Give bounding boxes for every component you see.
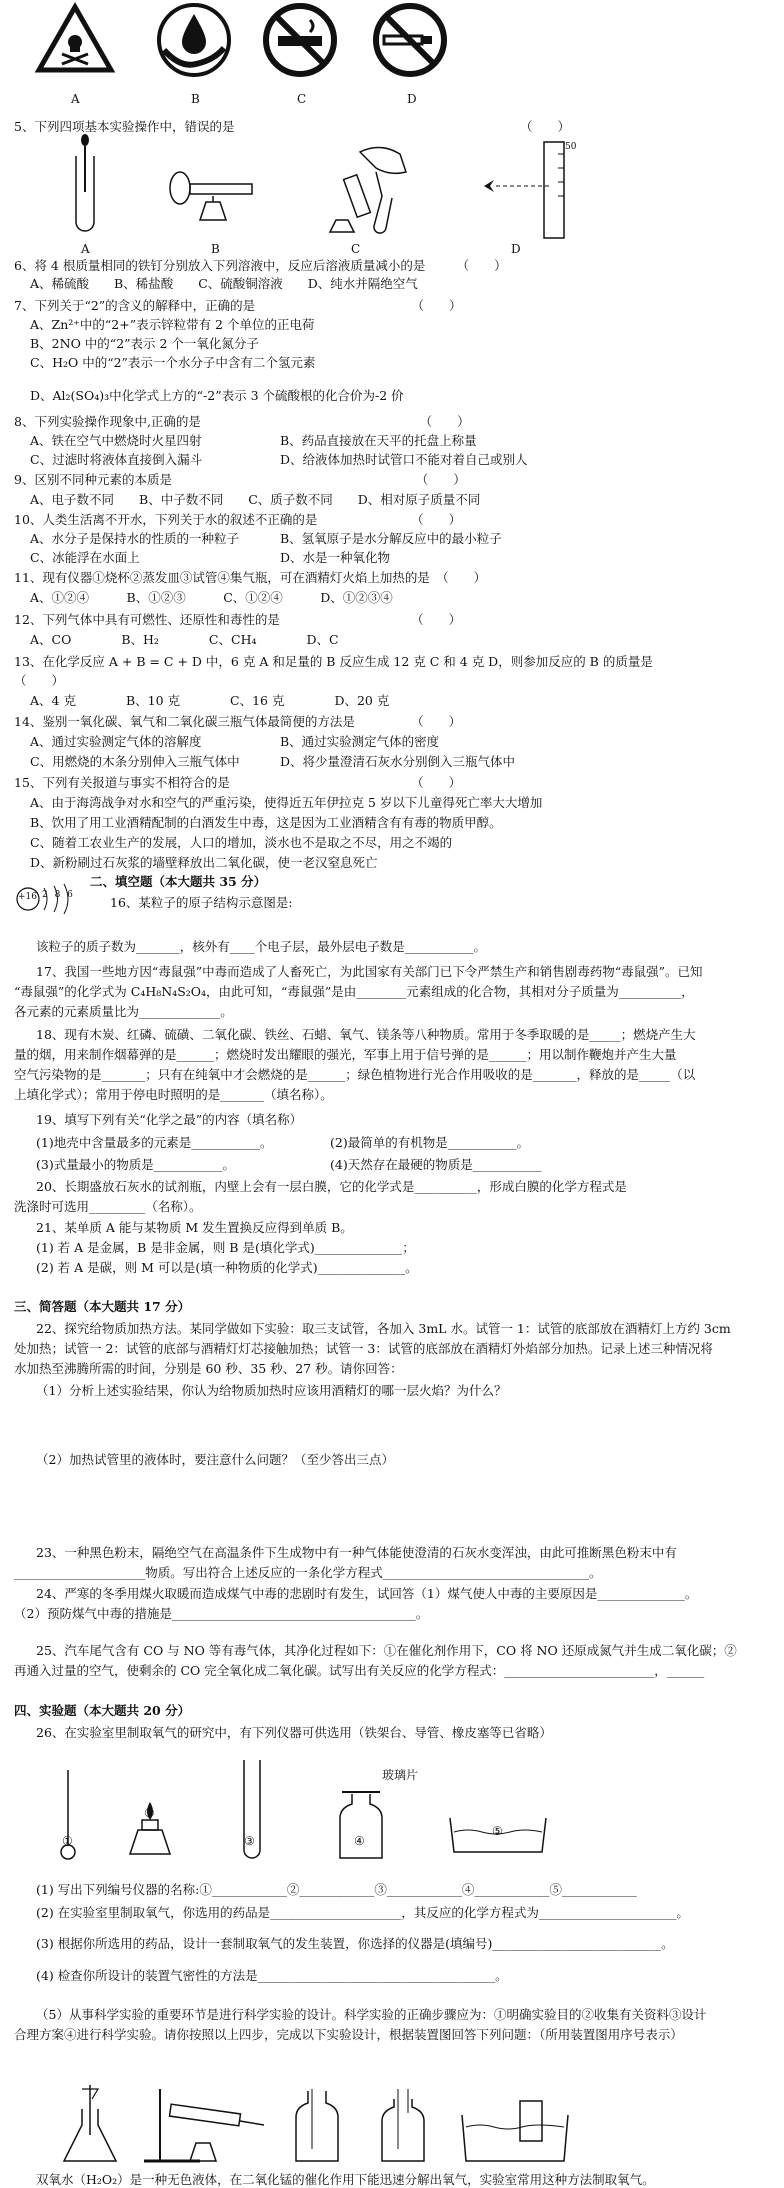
glass-sheet-label: 玻璃片 bbox=[382, 1768, 419, 1782]
no-smoking-icon bbox=[262, 2, 338, 78]
no-cigarette-icon bbox=[372, 2, 448, 78]
heating-apparatus-icon bbox=[150, 162, 270, 222]
question-25-line2: 再通入过量的空气，使剩余的 CO 完全氧化成二氧化碳。试写出有关反应的化学方程式：________________________，______ bbox=[14, 1663, 705, 1678]
question-24-line2: （2）预防煤气中毒的措施是_______________________________________。 bbox=[14, 1606, 429, 1621]
answer-paren-5: （ ） bbox=[520, 119, 571, 134]
q13-paren: （ ） bbox=[14, 673, 65, 688]
sign-label-b: B bbox=[191, 92, 200, 106]
apparatus-4-number: ④ bbox=[354, 1834, 365, 1848]
q26-part-3: (3) 根据你所选用的药品，设计一套制取氧气的发生装置，你选择的仪器是(填编号)___________________________。 bbox=[36, 1936, 674, 1951]
question-23-line2: _____________________物质。写出符合上述反应的一条化学方程式_________________________________。 bbox=[14, 1565, 602, 1580]
q10-option-c: C、冰能浮在水面上 bbox=[30, 550, 140, 565]
q5-label-c: C bbox=[351, 242, 361, 256]
q14-option-c: C、用燃烧的木条分别伸入三瓶气体中 bbox=[30, 754, 240, 769]
apparatus-1-number: ① bbox=[62, 1834, 73, 1848]
apparatus-3-number: ③ bbox=[244, 1834, 255, 1848]
question-23-line1: 23、一种黑色粉末，隔绝空气在高温条件下生成物中有一种气体能使澄清的石灰水变浑浊，由此可推断黑色粉末中有 bbox=[36, 1545, 677, 1560]
q5-label-a: A bbox=[81, 242, 90, 256]
q26-bottom-note: 双氧水（H₂O₂）是一种无色液体，在二氧化锰的催化作用下能迅速分解出氧气，实验室常用这种方法制取氧气。 bbox=[36, 2172, 655, 2187]
q14-option-b: B、通过实验测定气体的密度 bbox=[280, 734, 440, 749]
sign-label-d: D bbox=[407, 92, 417, 106]
apparatus-2-number: ② bbox=[144, 1806, 155, 1820]
dropper-test-tube-icon bbox=[70, 132, 100, 232]
question-11: 11、现有仪器①烧杯②蒸发皿③试管④集气瓶，可在酒精灯火焰上加热的是 （ ） bbox=[14, 570, 487, 585]
water-collection-icon bbox=[460, 2095, 570, 2163]
q11-options: A、①②④ B、①②③ C、①②④ D、①②③④ bbox=[30, 590, 393, 605]
q15-option-b: B、饮用了用工业酒精配制的白酒发生中毒，这是因为工业酒精含有有毒的物质甲醇。 bbox=[30, 815, 502, 830]
question-8: 8、下列实验操作现象中,正确的是 （ ） bbox=[14, 414, 470, 429]
question-7: 7、下列关于“2”的含义的解释中，正确的是 （ ） bbox=[14, 298, 462, 313]
q19-item-3: (3)式量最小的物质是___________。 bbox=[36, 1157, 235, 1172]
atom-nucleus-label: +16 bbox=[18, 892, 37, 902]
q5-apparatus bbox=[0, 132, 784, 256]
q21-item-2: (2) 若 A 是碳，则 M 可以是(填一种物质的化学式)______________。 bbox=[36, 1260, 418, 1275]
q19-item-4: (4)天然存在最硬的物质是___________ bbox=[330, 1157, 542, 1172]
q16-blanks: 该粒子的质子数为_______，核外有____个电子层，最外层电子数是___________。 bbox=[36, 939, 487, 954]
question-25-line1: 25、汽车尾气含有 CO 与 NO 等有毒气体，其净化过程如下：①在催化剂作用下，CO 将 NO 还原成氮气并生成二氧化碳；② bbox=[36, 1643, 737, 1658]
q5-label-b: B bbox=[211, 242, 220, 256]
q26-part-2: (2) 在实验室里制取氧气，你选用的药品是_____________________，其反应的化学方程式为______________________。 bbox=[36, 1905, 689, 1920]
apparatus-1-icon bbox=[58, 1770, 78, 1864]
question-9: 9、区别不同种元素的本质是 （ ） bbox=[14, 472, 466, 487]
q22-part-1: （1）分析上述实验结果，你认为给物质加热时应该用酒精灯的哪一层火焰？为什么？ bbox=[36, 1383, 507, 1398]
q8-option-d: D、给液体加热时试管口不能对着自己或别人 bbox=[280, 452, 528, 467]
q19-item-1: (1)地壳中含量最多的元素是___________。 bbox=[36, 1135, 273, 1150]
q6-options: A、稀硫酸 B、稀盐酸 C、硫酸铜溶液 D、纯水并隔绝空气 bbox=[30, 276, 418, 291]
q8-option-c: C、过滤时将液体直接倒入漏斗 bbox=[30, 452, 203, 467]
heated-tube-stand-icon bbox=[140, 2085, 270, 2165]
q22-part-2: （2）加热试管里的液体时，要注意什么问题？（至少答出三点） bbox=[36, 1452, 394, 1467]
q14-option-a: A、通过实验测定气体的溶解度 bbox=[30, 734, 202, 749]
q5-label-d: D bbox=[511, 242, 521, 256]
question-22-line3: 水加热至沸腾所需的时间，分别是 60 秒、35 秒、27 秒。请你回答： bbox=[14, 1361, 403, 1376]
question-22-line2: 处加热；试管一 2：试管的底部与酒精灯灯芯接触加热；试管一 3：试管的底部放在酒精灯外焰部分加热。记录上述三种情况将 bbox=[14, 1341, 713, 1356]
question-13: 13、在化学反应 A + B = C + D 中，6 克 A 和足量的 B 反应生成 12 克 C 和 4 克 D，则参加反应的 B 的质量是 bbox=[14, 654, 653, 669]
bottle-tubes-icon bbox=[380, 2089, 426, 2163]
question-15: 15、下列有关报道与事实不相符合的是 （ ） bbox=[14, 775, 462, 790]
q26-apparatus bbox=[0, 1760, 784, 1870]
q10-option-d: D、水是一种氧化物 bbox=[280, 550, 391, 565]
pouring-hand-icon bbox=[320, 142, 420, 242]
question-12: 12、下列气体中具有可燃性、还原性和毒性的是 （ ） bbox=[14, 612, 462, 627]
question-17-line3: 各元素的元素质量比为_____________。 bbox=[14, 1004, 233, 1019]
section-3-title: 三、简答题（本大题共 17 分） bbox=[14, 1299, 191, 1314]
q15-option-c: C、随着工农业生产的发展，人口的增加，淡水也不是取之不尽，用之不竭的 bbox=[30, 835, 453, 850]
question-17-line1: 17、我国一些地方因“毒鼠强”中毒而造成了人畜死亡，为此国家有关部门已下令严禁生产和销售剧毒药物“毒鼠强”。已知 bbox=[36, 964, 703, 979]
q8-option-b: B、药品直接放在天平的托盘上称量 bbox=[280, 433, 477, 448]
graduated-cylinder-icon bbox=[480, 138, 580, 244]
question-18-line2: 量的烟，用来制作烟幕弹的是______；燃烧时发出耀眼的强光，军事上用于信号弹的是______；用以制作鞭炮并产生大量 bbox=[14, 1047, 677, 1062]
question-19: 19、填写下列有关“化学之最”的内容（填名称） bbox=[36, 1112, 303, 1127]
q13-options: A、4 克 B、10 克 C、16 克 D、20 克 bbox=[30, 693, 390, 708]
q26-part-5-line2: 合理方案④进行科学实验。请你按照以上四步，完成以下实验设计，根据装置图回答下列问题：（所用装置图用序号表示） bbox=[14, 2027, 683, 2042]
q9-options: A、电子数不同 B、中子数不同 C、质子数不同 D、相对原子质量不同 bbox=[30, 492, 481, 507]
question-16: 16、某粒子的原子结构示意图是: bbox=[110, 895, 293, 910]
question-18-line3: 空气污染物的是_______；只有在纯氧中才会燃烧的是______；绿色植物进行光合作用吸收的是_______，释放的是_____（以 bbox=[14, 1067, 696, 1082]
cylinder-tick-label: 50 bbox=[565, 142, 577, 152]
conical-flask-icon bbox=[60, 2085, 120, 2165]
q26-lab-setup bbox=[0, 2085, 784, 2165]
question-22-line1: 22、探究给物质加热方法。某同学做如下实验：取三支试管，各加入 3mL 水。试管一 1：试管的底部放在酒精灯上方约 3cm bbox=[36, 1321, 731, 1336]
q15-option-d: D、新粉刷过石灰浆的墙壁释放出二氧化碳，使一老汉窒息死亡 bbox=[30, 855, 378, 870]
q12-options: A、CO B、H₂ C、CH₄ D、C bbox=[30, 632, 339, 647]
q14-option-d: D、将少量澄清石灰水分别倒入三瓶气体中 bbox=[280, 754, 516, 769]
q7-option-d: D、Al₂(SO₄)₃中化学式上方的“-2”表示 3 个硫酸根的化合价为-2 价 bbox=[30, 388, 404, 403]
question-17-line2: “毒鼠强”的化学式为 C₄H₈N₄S₂O₄，由此可知，“毒鼠强”是由________元素组成的化合物，其相对分子质量为__________， bbox=[14, 984, 694, 999]
question-26: 26、在实验室里制取氧气的研究中，有下列仪器可供选用（铁架台、导管、橡皮塞等已省略） bbox=[36, 1725, 552, 1740]
q26-part-4: (4) 检查你所设计的装置气密性的方法是______________________________________。 bbox=[36, 1968, 508, 1983]
gas-bottle-icon bbox=[294, 2089, 340, 2163]
q15-option-a: A、由于海湾战争对水和空气的严重污染，使得近五年伊拉克 5 岁以下儿童得死亡率大大增加 bbox=[30, 795, 543, 810]
q8-option-a: A、铁在空气中燃烧时火星四射 bbox=[30, 433, 202, 448]
question-18-line4: 上填化学式）；常用于停电时照明的是_______（填名称）。 bbox=[14, 1087, 333, 1102]
question-6: 6、将 4 根质量相同的铁钉分别放入下列溶液中，反应后溶液质量减小的是 （ ） bbox=[14, 258, 507, 273]
sign-label-a: A bbox=[71, 92, 80, 106]
question-24-line1: 24、严寒的冬季用煤火取暖而造成煤气中毒的悲剧时有发生，试回答（1）煤气使人中毒的主要原因是______________。 bbox=[36, 1586, 698, 1601]
question-20-line2: 洗涤时可选用_________（名称）。 bbox=[14, 1199, 202, 1214]
apparatus-4-icon bbox=[336, 1790, 386, 1860]
q19-item-2: (2)最简单的有机物是___________。 bbox=[330, 1135, 529, 1150]
question-14: 14、鉴别一氧化碳、氧气和二氧化碳三瓶气体最简便的方法是 （ ） bbox=[14, 714, 462, 729]
atom-structure-diagram bbox=[14, 882, 78, 916]
q7-option-a: A、Zn²⁺中的“2+”表示锌粒带有 2 个单位的正电荷 bbox=[30, 317, 315, 332]
atom-shells-label: 2 8 6 bbox=[42, 890, 75, 900]
q7-option-c: C、H₂O 中的“2”表示一个水分子中含有二个氢元素 bbox=[30, 355, 316, 370]
q26-part-5-line1: （5）从事科学实验的重要环节是进行科学实验的设计。科学实验的正确步骤应为：①明确实验目的②收集有关资料③设计 bbox=[36, 2007, 707, 2022]
q7-option-b: B、2NO 中的“2”表示 2 个一氧化氮分子 bbox=[30, 336, 259, 351]
question-20-line1: 20、长期盛放石灰水的试剂瓶，内壁上会有一层白膜，它的化学式是__________，形成白膜的化学方程式是 bbox=[36, 1179, 627, 1194]
q21-item-1: (1) 若 A 是金属，B 是非金属，则 B 是(填化学式)______________； bbox=[36, 1240, 415, 1255]
poison-warning-icon bbox=[36, 4, 114, 74]
safety-signs bbox=[0, 0, 784, 110]
sign-label-c: C bbox=[297, 92, 307, 106]
water-saving-icon bbox=[156, 2, 232, 78]
apparatus-5-number: ⑤ bbox=[492, 1824, 503, 1838]
q10-option-b: B、氢氧原子是水分解反应中的最小粒子 bbox=[280, 531, 502, 546]
q10-option-a: A、水分子是保持水的性质的一种粒子 bbox=[30, 531, 240, 546]
question-10: 10、人类生活离不开水，下列关于水的叙述不正确的是 （ ） bbox=[14, 512, 462, 527]
section-2-title: 二、填空题（本大题共 35 分） bbox=[90, 874, 267, 889]
q26-part-1: (1) 写出下列编号仪器的名称:①____________②____________③____________④____________⑤____________ bbox=[36, 1882, 637, 1897]
question-5: 5、下列四项基本实验操作中，错误的是 bbox=[14, 119, 235, 134]
question-18-line1: 18、现有木炭、红磷、硫磺、二氧化碳、铁丝、石蜡、氧气、镁条等八种物质。常用于冬季取暖的是_____；燃烧产生大 bbox=[36, 1027, 696, 1042]
question-21: 21、某单质 A 能与某物质 M 发生置换反应得到单质 B。 bbox=[36, 1220, 353, 1235]
section-4-title: 四、实验题（本大题共 20 分） bbox=[14, 1703, 191, 1718]
